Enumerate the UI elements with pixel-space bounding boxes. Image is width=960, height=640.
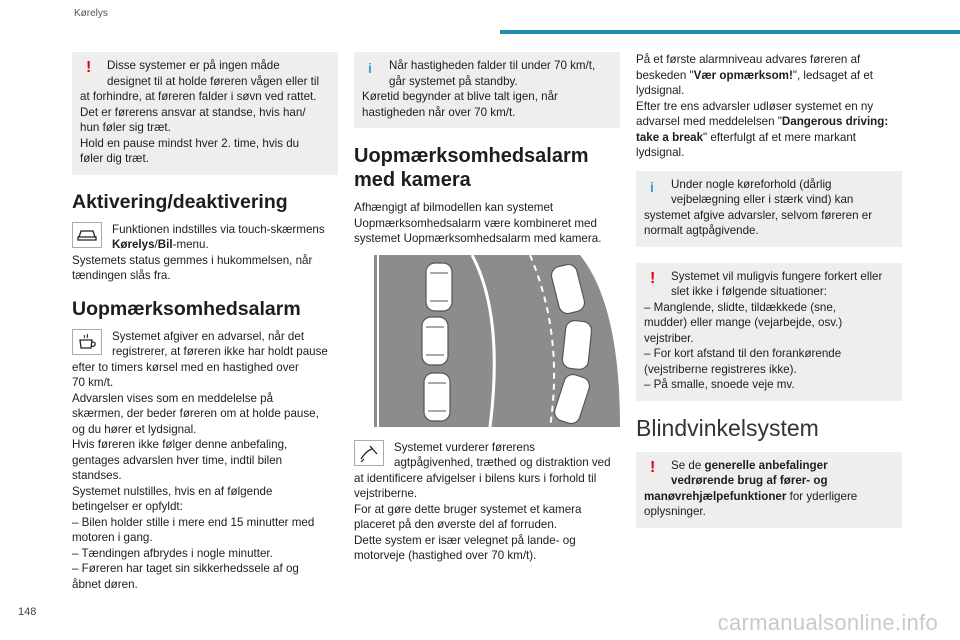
warning-note-3: ! Se de generelle anbefalinger vedrørende brug af fører- og manøvrehjælpefunktioner for yderligere oplysninger. [636, 452, 902, 528]
column-3 [636, 52, 902, 544]
warning-icon: ! [86, 59, 92, 76]
activation-instruction: Funktionen indstilles via touch-skærmens Kørelys/Bil-menu. [72, 222, 338, 253]
info-note-2: i Under nogle køreforhold (dårlig vejbelægning eller i stærk vind) kan systemet afgive advarsler, selvom føreren er normalt agtpågivende. [636, 171, 902, 247]
camera-text: at identificere afvigelser i bilens kurs i forhold til vejstriberne. For at gøre dette bruger systemet et kamera placeret på den øverste del af forruden. Dette system er især velegnet på lande- og motorveje (hastighed over 70 km/t). [354, 471, 597, 562]
info-icon: i [650, 178, 654, 195]
warning-icon: ! [650, 458, 656, 476]
camera-instruction: Systemet vurderer førerens agtpågivenhed, træthed og distraktion ved [354, 440, 620, 471]
header-accent-bar [500, 30, 960, 34]
page-number: 148 [18, 606, 37, 618]
warning-note-2: ! Systemet vil muligvis fungere forkert eller slet ikke i følgende situationer: – Manglende, slidte, tildækkede (sne, mudder) eller mange (vejarbejde, osv.) vejstriber. – For kort afstand til den forankørende (vejstriberne registreres ikke). – På smalle, snoede veje mv. [636, 263, 902, 401]
activation-text: Systemets status gemmes i hukommelsen, når tændingen slås fra. [72, 253, 313, 282]
note-first-lines: Disse systemer er på ingen måde designet til at holde føreren vågen eller til [107, 59, 320, 88]
coffee-cup-icon [72, 329, 102, 355]
alarm-instruction: Systemet afgiver en advarsel, når det registrerer, at føreren ikke har holdt pause [72, 329, 338, 360]
warning-icon: ! [650, 269, 656, 287]
warning-note: ! Disse systemer er på ingen måde designet til at holde føreren vågen eller til at forhindre, at føreren falder i søvn ved rattet. Det er førerens ansvar at standse, hvis han/ hun føler sig træt. Hold en pause mindst hver 2. time, hvis du føler dig træt. [72, 52, 338, 175]
steering-wheel-icon [354, 440, 384, 466]
running-header: Kørelys [74, 8, 108, 19]
car-icon [72, 222, 102, 248]
section-heading-camera: Uopmærksomhedsalarm med kamera [354, 145, 589, 191]
column-1 [72, 52, 338, 592]
section-heading-blind-spot: Blindvinkelsystem [636, 414, 819, 441]
info-note: i Når hastigheden falder til under 70 km/t, går systemet på standby. Køretid begynder at blive talt igen, når hastigheden når over 70 km/t. [354, 52, 620, 128]
section-heading-activation: Aktivering/deaktivering [72, 190, 288, 213]
lane-illustration [354, 255, 620, 427]
info-icon: i [368, 60, 372, 76]
alarm-levels-text: På et første alarmniveau advares føreren af beskeden "Vær opmærksom!", ledsaget af et lydsignal. Efter tre ens advarsler udløser systemet en ny advarsel med meddelelsen "Dangerous driving: take a break" efterfulgt af et mere markant lydsignal. [636, 53, 889, 159]
section-heading-alarm: Uopmærksomhedsalarm [72, 297, 301, 320]
column-2 [354, 52, 620, 564]
alarm-text: efter to timers kørsel med en hastighed over 70 km/t. Advarslen vises som en meddelelse på skærmen, der beder føreren om at holde pause, og du hører et lydsignal. Hvis føreren ikke følger denne anbefaling, gentages advarslen hver time, indtil bilen standses. Systemet nulstilles, hvis en af følgende betingelser er opfyldt: – Bilen holder stille i mere end 15 minutter med motoren i gang. – Tændingen afbrydes i nogle minutter. – Føreren har taget sin sikkerhedssele af og åbnet døren. [72, 360, 319, 591]
watermark: carmanualsonline.info [717, 610, 938, 635]
camera-intro: Afhængigt af bilmodellen kan systemet Uopmærksomhedsalarm være kombineret med systemet Uopmærksomhedsalarm med kamera. [354, 201, 602, 245]
